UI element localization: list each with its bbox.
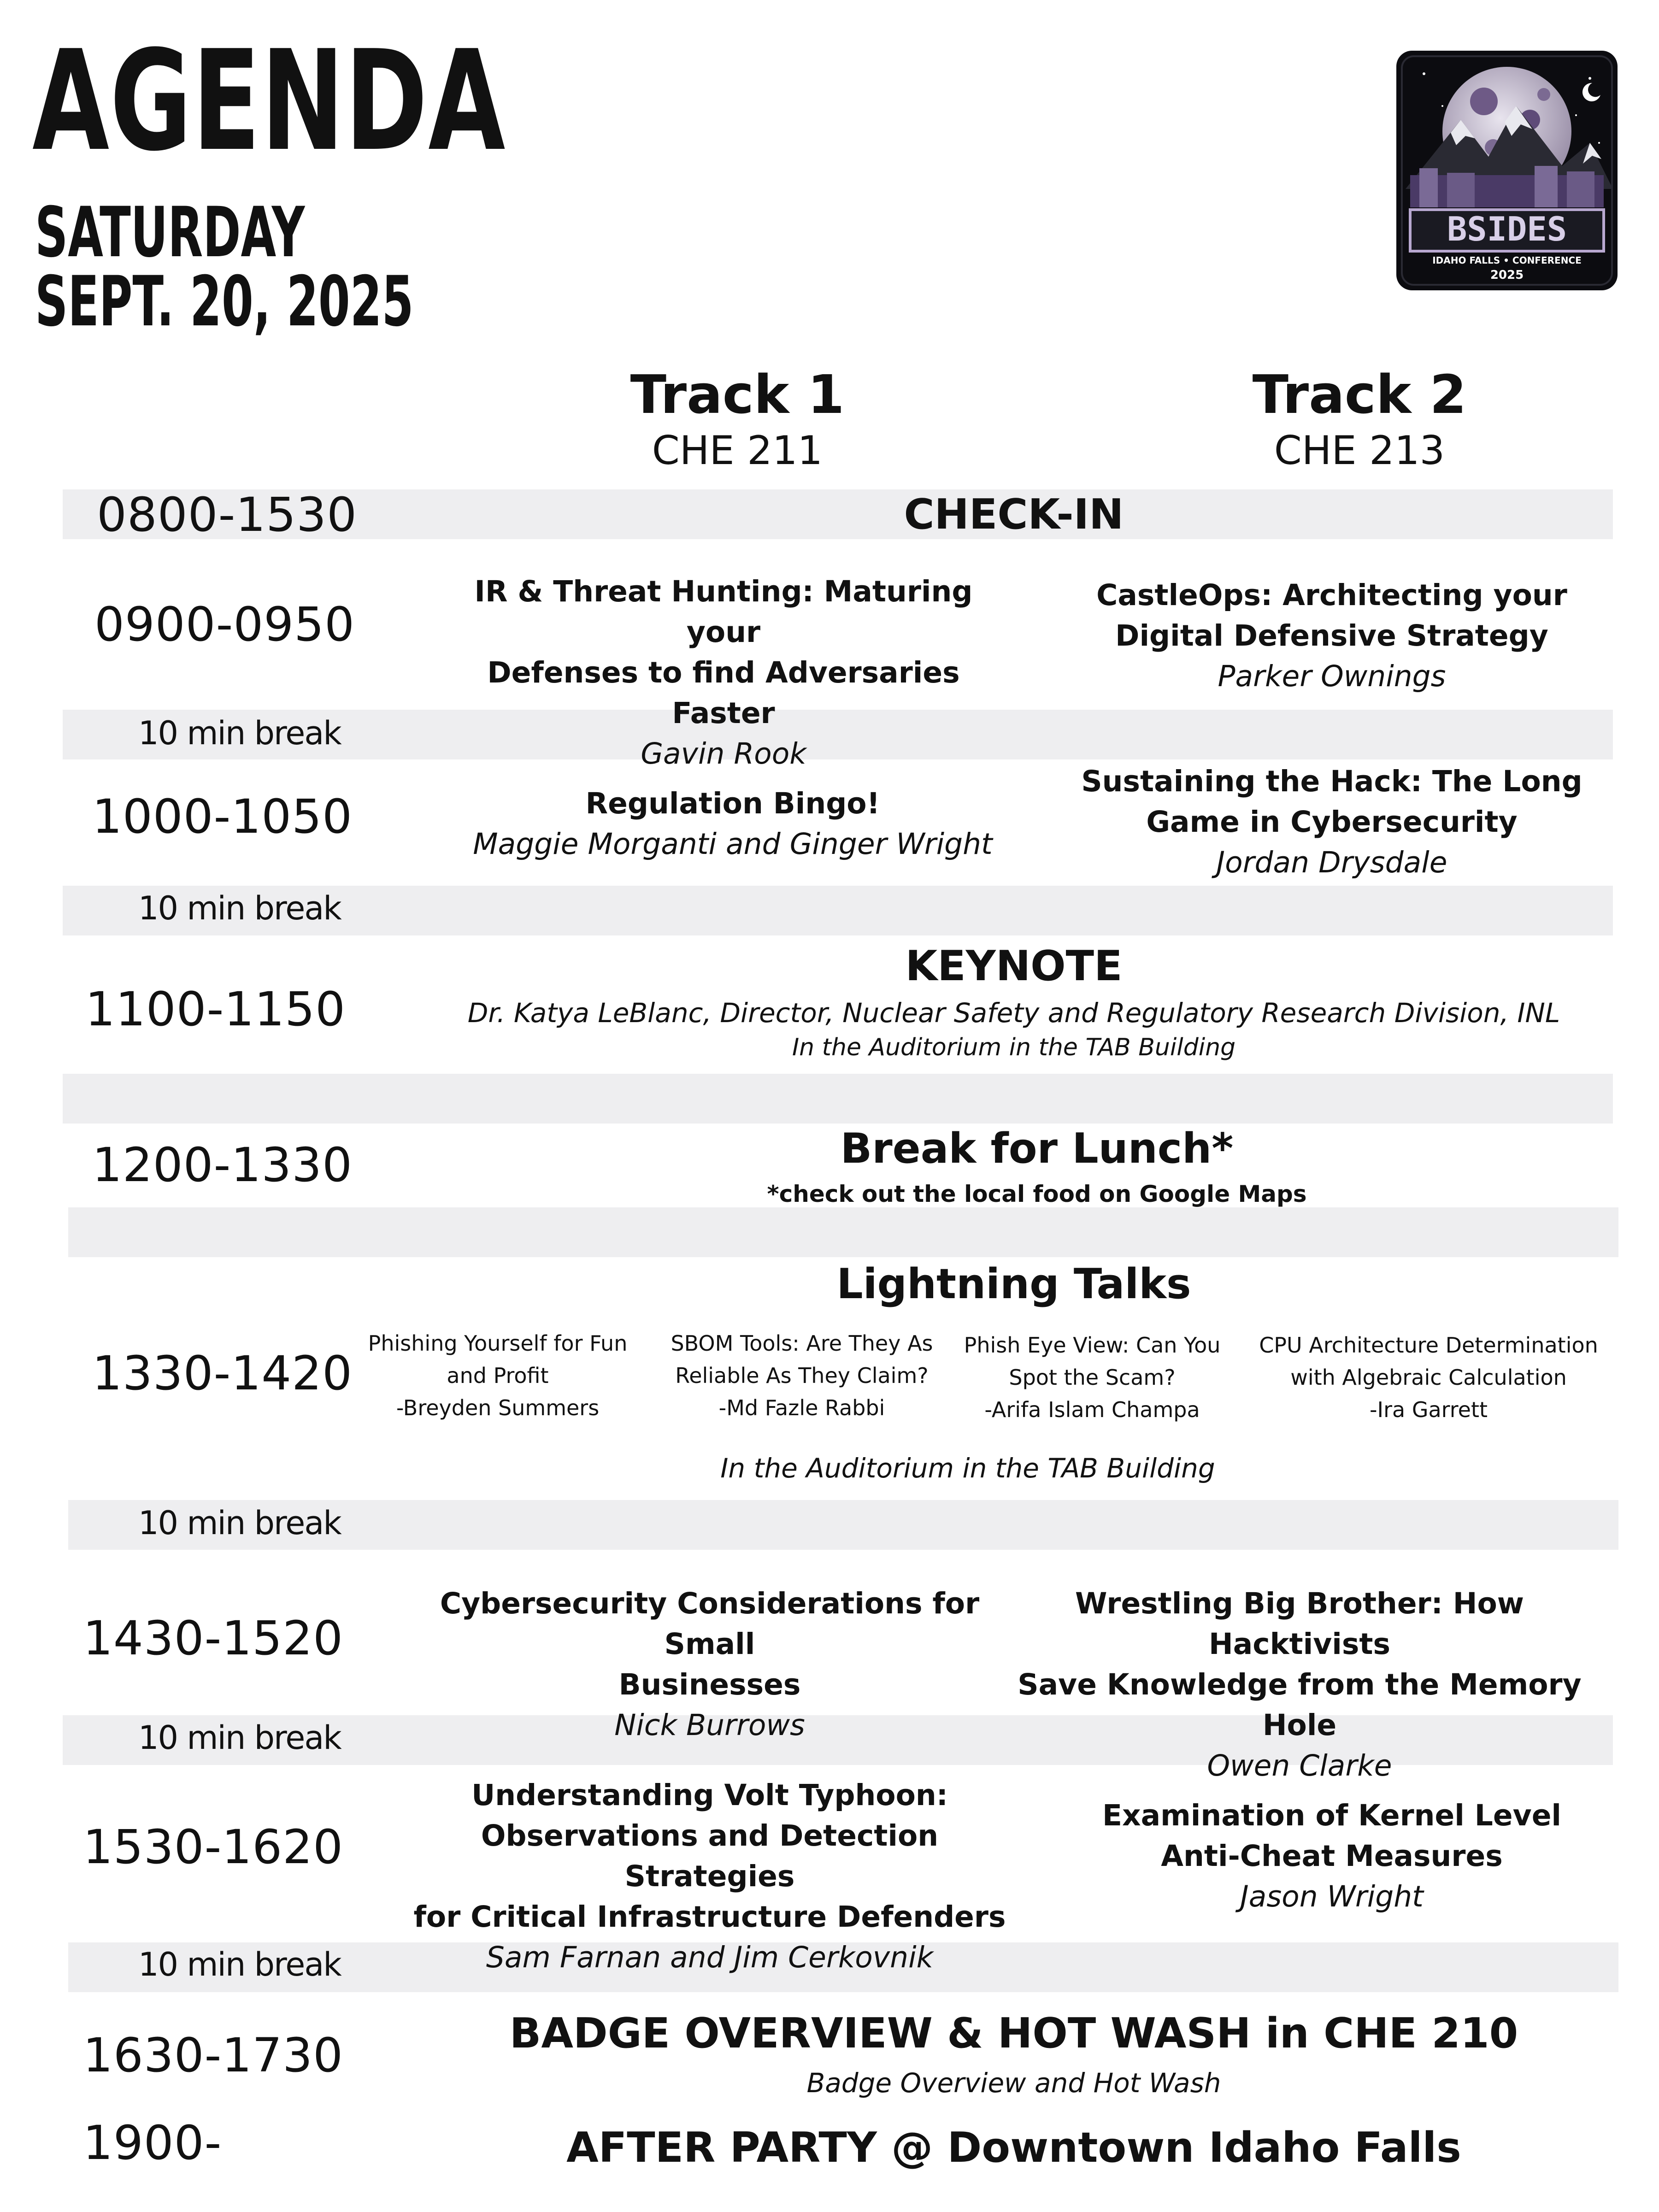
lightning-talk — [350, 1327, 645, 1424]
break-label: 10 min break — [138, 1719, 341, 1757]
session-title-line: Digital Defensive Strategy — [1115, 619, 1548, 653]
lightning-talk-title-line: Spot the Scam? — [1009, 1365, 1176, 1390]
session-1000-track1 — [456, 783, 1009, 865]
lightning-talk-title-line: CPU Architecture Determination — [1259, 1333, 1598, 1358]
lightning-location: In the Auditorium in the TAB Building — [720, 1453, 1215, 1484]
time-1430: 1430-1520 — [83, 1611, 343, 1666]
session-1000-track2 — [1055, 761, 1608, 883]
logo-year: 2025 — [1490, 268, 1524, 282]
lightning-talk-speaker: -Breyden Summers — [396, 1395, 600, 1420]
party-title: AFTER PARTY @ Downtown Idaho Falls — [566, 2124, 1461, 2172]
lunch-note: *check out the local food on Google Maps — [767, 1181, 1307, 1207]
badge-subtitle: Badge Overview and Hot Wash — [806, 2067, 1221, 2099]
lightning-talk-speaker: -Md Fazle Rabbi — [718, 1395, 885, 1420]
session-title-line: IR & Threat Hunting: Maturing your — [474, 575, 973, 649]
session-title-line: Examination of Kernel Level — [1102, 1799, 1562, 1832]
session-title-line: Save Knowledge from the Memory Hole — [1018, 1668, 1582, 1742]
lightning-talk-title-line: SBOM Tools: Are They As — [671, 1331, 933, 1356]
lightning-talk-title-line: Phish Eye View: Can You — [964, 1333, 1221, 1358]
session-1430-track1 — [406, 1583, 1014, 1746]
badge-title: BADGE OVERVIEW & HOT WASH in CHE 210 — [509, 2009, 1518, 2058]
lunch-title: Break for Lunch* — [840, 1124, 1234, 1173]
logo-wordmark: BSIDES — [1447, 210, 1567, 248]
session-title-line: CastleOps: Architecting your — [1096, 578, 1567, 612]
logo-tagline: IDAHO FALLS • CONFERENCE — [1432, 255, 1582, 266]
time-1330: 1330-1420 — [92, 1346, 353, 1401]
session-speaker: Nick Burrows — [614, 1708, 805, 1742]
time-1900: 1900- — [83, 2116, 222, 2171]
session-title-line: Sustaining the Hack: The Long — [1081, 765, 1583, 798]
break-label: 10 min break — [138, 1504, 341, 1542]
track-1-room: CHE 211 — [652, 428, 823, 474]
session-title-line: Game in Cybersecurity — [1146, 805, 1518, 839]
session-1430-track2 — [995, 1583, 1604, 1786]
session-speaker: Jordan Drysdale — [1216, 846, 1447, 879]
lightning-talk-title-line: Reliable As They Claim? — [675, 1363, 929, 1388]
session-1530-track1 — [406, 1775, 1014, 1978]
time-1530: 1530-1620 — [83, 1820, 343, 1875]
session-speaker: Parker Ownings — [1218, 659, 1446, 693]
lightning-talk-title-line: and Profit — [447, 1363, 549, 1388]
session-speaker: Owen Clarke — [1207, 1749, 1392, 1783]
lightning-talk-title-line: with Algebraic Calculation — [1290, 1365, 1567, 1390]
session-speaker: Maggie Morganti and Ginger Wright — [473, 827, 993, 861]
session-1530-track2 — [1055, 1795, 1608, 1917]
session-title-line: Anti-Cheat Measures — [1161, 1839, 1503, 1873]
session-title-line: Understanding Volt Typhoon: — [471, 1778, 948, 1812]
session-title-line: for Critical Infrastructure Defenders — [413, 1900, 1006, 1934]
time-1200: 1200-1330 — [92, 1138, 353, 1193]
lightning-talk-title-line: Phishing Yourself for Fun — [368, 1331, 628, 1356]
session-speaker: Gavin Rook — [641, 737, 806, 771]
lunch-block — [645, 1124, 1429, 1207]
keynote-speaker: Dr. Katya LeBlanc, Director, Nuclear Safety and Regulatory Research Division, INL — [467, 997, 1560, 1029]
spacer-band-1 — [63, 1074, 1613, 1124]
lightning-talk — [949, 1329, 1235, 1426]
event-date: SEPT. 20, 2025 — [35, 262, 414, 342]
session-0900-track2 — [1055, 575, 1608, 697]
session-speaker: Jason Wright — [1240, 1880, 1424, 1913]
session-title-line: Observations and Detection Strategies — [481, 1819, 939, 1893]
track-2-title: Track 2 — [1252, 364, 1467, 426]
session-title-line: Wrestling Big Brother: How Hacktivists — [1075, 1587, 1524, 1661]
time-1100: 1100-1150 — [85, 982, 346, 1037]
page-title: AGENDA — [32, 21, 506, 182]
session-title-line: Regulation Bingo! — [585, 787, 880, 820]
keynote-block — [415, 942, 1613, 1062]
keynote-title: KEYNOTE — [905, 942, 1123, 990]
checkin-time: 0800-1530 — [97, 488, 357, 542]
checkin-title: CHECK-IN — [904, 490, 1124, 539]
keynote-location: In the Auditorium in the TAB Building — [792, 1033, 1236, 1061]
session-title-line: Defenses to find Adversaries Faster — [487, 656, 960, 730]
event-day: SATURDAY — [35, 193, 305, 273]
track-2-room: CHE 213 — [1274, 428, 1445, 474]
session-title-line: Cybersecurity Considerations for Small — [440, 1587, 980, 1661]
time-1630: 1630-1730 — [83, 2028, 343, 2083]
break-label: 10 min break — [138, 714, 341, 752]
session-0900-track1 — [447, 571, 1000, 774]
track-1-title: Track 1 — [630, 364, 845, 426]
lightning-talk — [654, 1327, 949, 1424]
session-speaker: Sam Farnan and Jim Cerkovnik — [486, 1941, 934, 1974]
spacer-band-2 — [68, 1207, 1618, 1257]
break-label: 10 min break — [138, 889, 341, 927]
break-label: 10 min break — [138, 1946, 341, 1983]
lightning-talk — [1240, 1329, 1618, 1426]
track-2-header — [1152, 364, 1567, 474]
badge-block — [461, 2009, 1567, 2100]
lightning-talk-speaker: -Ira Garrett — [1369, 1397, 1488, 1422]
time-1000: 1000-1050 — [92, 789, 353, 844]
bsides-logo — [1396, 51, 1618, 290]
time-0900: 0900-0950 — [94, 597, 355, 652]
lightning-title: Lightning Talks — [836, 1260, 1191, 1308]
session-title-line: Businesses — [618, 1668, 801, 1701]
lightning-talk-speaker: -Arifa Islam Champa — [984, 1397, 1200, 1422]
track-1-header — [530, 364, 945, 474]
